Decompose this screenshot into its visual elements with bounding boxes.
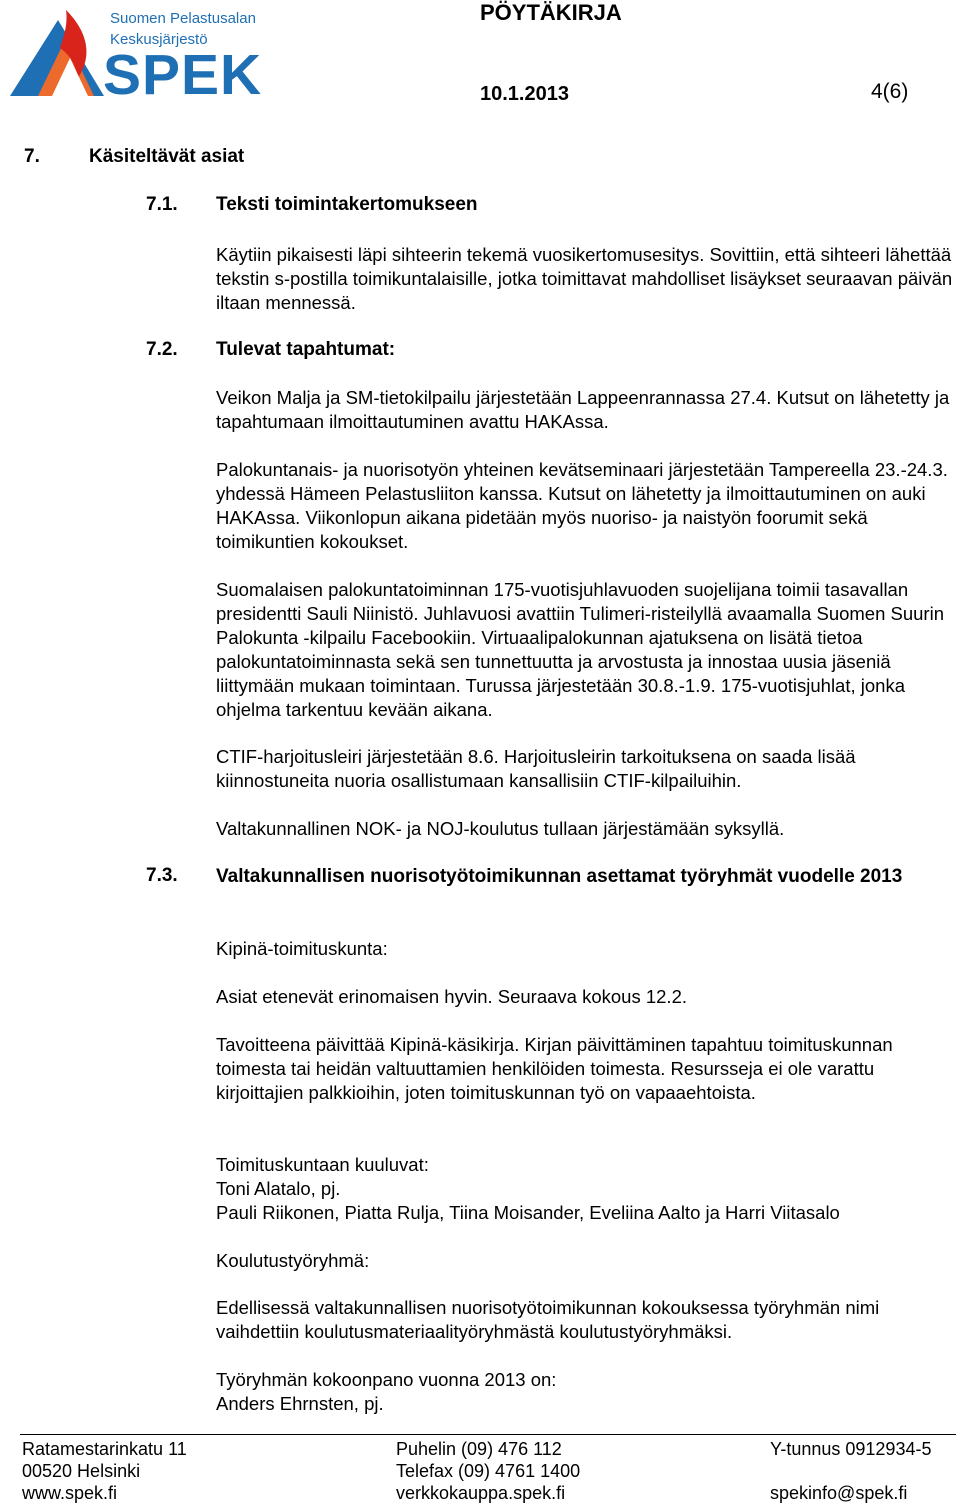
paragraph: CTIF-harjoitusleiri järjestetään 8.6. Harjoitusleirin tarkoituksena on saada lisää kiinnostuneita nuoria osallistumaan kansallisiin CTIF-kilpailuihin. xyxy=(216,746,856,791)
logo-org-line-2: Keskusjärjestö xyxy=(110,31,208,48)
section-7-2-number: 7.2. xyxy=(146,339,178,360)
paragraph: Tavoitteena päivittää Kipinä-käsikirja. Kirjan päivittäminen tapahtuu toimituskunnan toimesta tai heidän valtuuttamien henkilöiden toimesta. Resursseja ei ole varattu kirjoittajien palkkioihin, joten toimituskunnan työ on vapaaehtoista. xyxy=(216,1034,893,1103)
footer-business xyxy=(770,1438,931,1504)
logo-wordmark: SPEK xyxy=(103,43,263,107)
flame-triangle-icon xyxy=(8,8,108,100)
footer-email-link[interactable]: spekinfo@spek.fi xyxy=(770,1483,908,1503)
footer-business-id: Y-tunnus 0912934-5 xyxy=(770,1439,932,1459)
footer-website-link[interactable]: www.spek.fi xyxy=(22,1483,118,1503)
paragraph: Anders Ehrnsten, pj. xyxy=(216,1393,384,1414)
page-number: 4(6) xyxy=(871,80,909,103)
paragraph: Käytiin pikaisesti läpi sihteerin tekemä vuosikertomusesitys. Sovittiin, että sihteeri lähettää tekstin s-postilla toimikuntalaisille, jotka toimittavat mahdolliset lisäykset seuraavan päivän iltaan mennessä. xyxy=(216,244,953,313)
paragraph: Koulutustyöryhmä: xyxy=(216,1250,370,1271)
footer-blank xyxy=(770,1460,931,1482)
section-7-3-number: 7.3. xyxy=(146,865,178,886)
footer-divider xyxy=(20,1434,956,1435)
footer-street: Ratamestarinkatu 11 xyxy=(22,1439,187,1459)
section-7-2-title: Tulevat tapahtumat: xyxy=(216,339,396,360)
document-type: PÖYTÄKIRJA xyxy=(480,0,622,25)
section-7-title: Käsiteltävät asiat xyxy=(89,146,245,167)
paragraph: Pauli Riikonen, Piatta Rulja, Tiina Moisander, Eveliina Aalto ja Harri Viitasalo xyxy=(216,1202,840,1223)
section-7-3-title: Valtakunnallisen nuorisotyötoimikunnan asettamat työryhmät vuodelle 2013 xyxy=(216,866,903,887)
paragraph: Suomalaisen palokuntatoiminnan 175-vuotisjuhlavuoden suojelijana toimii tasavallan presidentti Sauli Niinistö. Juhlavuosi avattiin Tulimeri-risteilyllä avaamalla Suomen Suurin Palokunta -kilpailu Facebookiin. Virtuaalipalokunnan ajatuksena on lisätä tietoa palokuntatoiminnasta sekä sen tunnettuutta ja arvostusta ja innostaa uusia jäseniä liittymään mukaan toimintaan. Turussa järjestetään 30.8.-1.9. 175-vuotisjuhlat, jonka ohjelma tarkentuu kevään aikana. xyxy=(216,579,944,720)
paragraph: Veikon Malja ja SM-tietokilpailu järjestetään Lappeenrannassa 27.4. Kutsut on lähetetty ja tapahtumaan ilmoittautuminen avattu HAKAssa. xyxy=(216,387,950,432)
section-7-number: 7. xyxy=(24,146,40,167)
section-7-1-title: Teksti toimintakertomukseen xyxy=(216,194,478,215)
footer-contact xyxy=(396,1438,580,1504)
footer-city: 00520 Helsinki xyxy=(22,1461,141,1481)
paragraph: Toni Alatalo, pj. xyxy=(216,1178,341,1199)
section-7-1-number: 7.1. xyxy=(146,194,178,215)
paragraph: Palokuntanais- ja nuorisotyön yhteinen kevätseminaari järjestetään Tampereella 23.-24.3. yhdessä Hämeen Pelastusliiton kanssa. Kutsut on lähetetty ja ilmoittautuminen on auki HAKAssa. Viikonlopun aikana pidetään myös nuoriso- ja naistyön foorumit sekä toimikuntien kokoukset. xyxy=(216,459,948,552)
paragraph: Kipinä-toimituskunta: xyxy=(216,938,388,959)
footer-address xyxy=(22,1438,187,1504)
footer-fax: Telefax (09) 4761 1400 xyxy=(396,1461,581,1481)
paragraph: Toimituskuntaan kuuluvat: xyxy=(216,1154,429,1175)
document-date: 10.1.2013 xyxy=(480,83,569,105)
logo-org-line-1: Suomen Pelastusalan xyxy=(110,10,256,27)
footer-shop-link[interactable]: verkkokauppa.spek.fi xyxy=(396,1483,566,1503)
paragraph: Edellisessä valtakunnallisen nuorisotyötoimikunnan kokouksessa työryhmän nimi vaihdettiin koulutusmateriaalityöryhmästä koulutustyöryhmäksi. xyxy=(216,1297,880,1342)
paragraph: Asiat etenevät erinomaisen hyvin. Seuraava kokous 12.2. xyxy=(216,986,688,1007)
footer-phone: Puhelin (09) 476 112 xyxy=(396,1439,562,1459)
paragraph: Työryhmän kokoonpano vuonna 2013 on: xyxy=(216,1369,557,1390)
paragraph: Valtakunnallinen NOK- ja NOJ-koulutus tullaan järjestämään syksyllä. xyxy=(216,818,785,839)
